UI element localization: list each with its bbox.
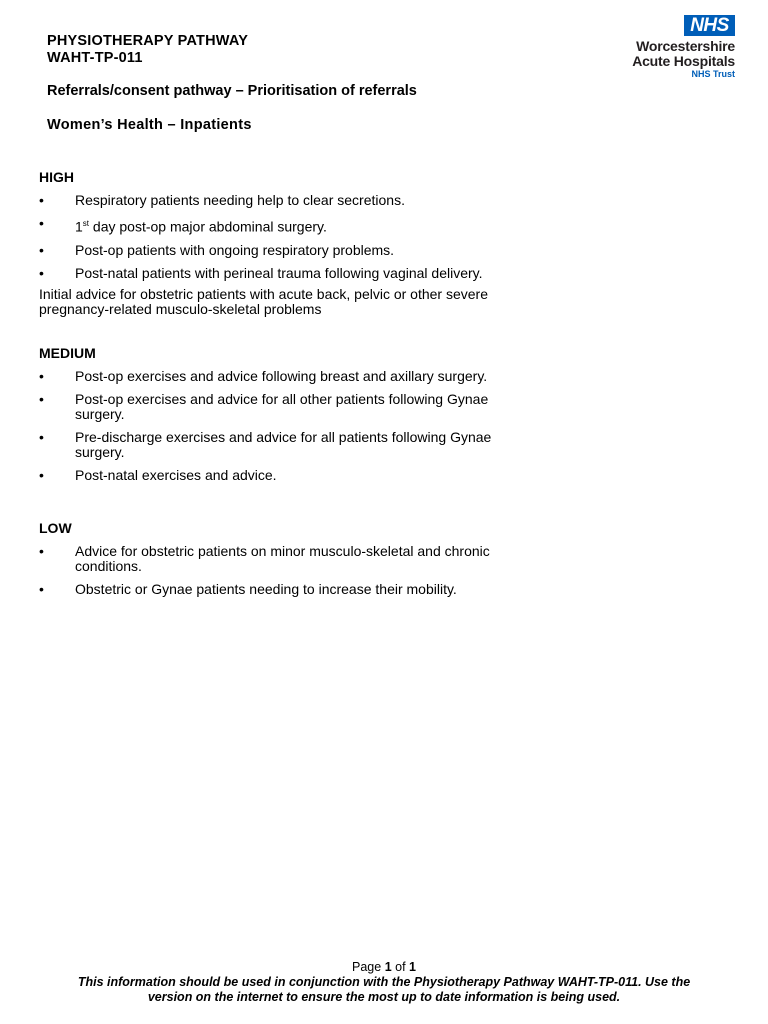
page-number [0, 960, 768, 974]
ordinal-suffix: st [82, 219, 90, 228]
bullet-icon: • [39, 241, 44, 258]
list-item-text: Post-natal exercises and advice. [75, 467, 277, 483]
list-item [39, 468, 509, 483]
title-line-1: PHYSIOTHERAPY PATHWAY [47, 33, 249, 49]
bullet-icon: • [39, 215, 44, 231]
org-name-line-1: Worcestershire [636, 38, 735, 54]
list-item-text: Respiratory patients needing help to clear secretions. [75, 192, 405, 208]
list-item [39, 193, 509, 208]
list-item-text: Post-op exercises and advice for all other patients following Gynae surgery. [75, 391, 489, 422]
list-item [39, 430, 509, 460]
bullet-icon: • [39, 581, 44, 597]
list-item-text: Obstetric or Gynae patients needing to increase their mobility. [75, 581, 457, 597]
bullet-icon: • [39, 192, 44, 208]
list-item-text: Post-op exercises and advice following breast and axillary surgery. [75, 368, 488, 384]
ordinal-number: 1 [75, 218, 83, 235]
priority-heading-low: LOW [39, 520, 72, 536]
bullet-icon: • [39, 429, 44, 445]
bullet-icon: • [39, 391, 44, 407]
organisation-name [632, 39, 735, 69]
page-total: 1 [409, 960, 416, 974]
bullet-icon: • [39, 467, 44, 483]
page-current: 1 [384, 960, 392, 974]
priority-heading-high: HIGH [39, 169, 74, 185]
list-item [39, 266, 509, 281]
bullet-icon: • [39, 543, 44, 559]
list-item-text: day post-op major abdominal surgery. [92, 218, 327, 235]
org-name-line-2: Acute Hospitals [632, 53, 735, 69]
list-item-text: Advice for obstetric patients on minor musculo-skeletal and chronic conditions. [75, 543, 490, 574]
footer-disclaimer: This information should be used in conjunction with the Physiotherapy Pathway WAHT-TP-011. Use the version on the internet to ensure the most up to date information is being used. [77, 975, 691, 1004]
list-item [39, 243, 509, 258]
bullet-icon: • [39, 368, 44, 384]
low-priority-list [39, 544, 509, 605]
bullet-icon: • [39, 264, 44, 281]
page-word: Page [352, 960, 382, 974]
list-item [39, 544, 509, 574]
high-priority-note: Initial advice for obstetric patients with acute back, pelvic or other severe pregnancy-related musculo-skeletal problems [39, 286, 488, 317]
nhs-logo-badge: NHS [684, 15, 735, 36]
medium-priority-list [39, 369, 509, 491]
title-line-2: WAHT-TP-011 [47, 50, 143, 66]
list-item [39, 216, 509, 235]
list-item [39, 369, 509, 384]
list-item-text: Post-natal patients with perineal trauma following vaginal delivery. [75, 264, 483, 281]
section-title: Women’s Health – Inpatients [47, 117, 252, 133]
nhs-trust-label: NHS Trust [691, 69, 735, 79]
document-subtitle: Referrals/consent pathway – Prioritisation of referrals [47, 83, 417, 99]
list-item-text: Post-op patients with ongoing respiratory problems. [75, 241, 395, 258]
list-item [39, 582, 509, 597]
of-word: of [395, 960, 406, 974]
list-item [39, 392, 509, 422]
high-priority-list [39, 193, 509, 289]
priority-heading-medium: MEDIUM [39, 345, 96, 361]
list-item-text: Pre-discharge exercises and advice for all patients following Gynae surgery. [75, 429, 492, 460]
document-title [47, 33, 248, 67]
